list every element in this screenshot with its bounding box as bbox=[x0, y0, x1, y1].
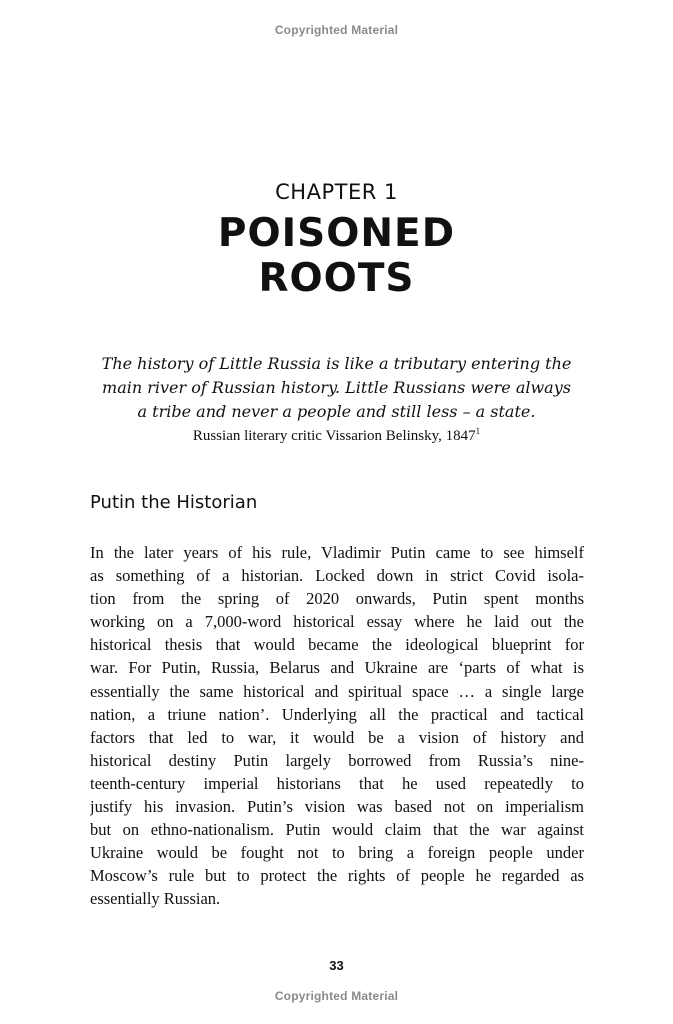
body-line: essentially the same historical and spiritual space … a single large bbox=[90, 681, 584, 701]
epigraph-line: a tribe and never a people and still less – a state. bbox=[137, 402, 536, 421]
body-line: justify his invasion. Putin’s vision was based not on imperialism bbox=[90, 797, 584, 817]
chapter-label: CHAPTER 1 bbox=[275, 180, 398, 204]
body-line: Ukraine would be fought not to bring a foreign people under bbox=[90, 843, 584, 863]
chapter-title-line-1: POISONED bbox=[217, 211, 456, 256]
chapter-title bbox=[0, 211, 673, 301]
body-line: Moscow’s rule but to protect the rights of people he regarded as bbox=[90, 866, 584, 886]
epigraph-line: The history of Little Russia is like a tributary entering the bbox=[101, 354, 572, 373]
body-line: historical thesis that would became the ideological blueprint for bbox=[90, 635, 584, 655]
epigraph-line: main river of Russian history. Little Russians were always bbox=[102, 378, 571, 397]
footnote-marker[interactable]: 1 bbox=[475, 426, 481, 436]
body-line: tion from the spring of 2020 onwards, Putin spent months bbox=[90, 589, 584, 609]
body-line: as something of a historian. Locked down in strict Covid isola- bbox=[90, 566, 584, 586]
body-line: nation, a triune nation’. Underlying all the practical and tactical bbox=[90, 704, 584, 724]
body-line: working on a 7,000-word historical essay where he laid out the bbox=[90, 612, 584, 632]
copyright-watermark-top: Copyrighted Material bbox=[274, 23, 399, 37]
epigraph-attribution bbox=[0, 428, 673, 445]
body-paragraph bbox=[90, 541, 584, 911]
section-heading: Putin the Historian bbox=[90, 492, 258, 513]
page-number: 33 bbox=[329, 958, 344, 973]
body-line: teenth-century imperial historians that he used repeatedly to bbox=[90, 773, 584, 793]
copyright-watermark-bottom: Copyrighted Material bbox=[274, 989, 399, 1003]
attribution-text: Russian literary critic Vissarion Belinsky, 1847 bbox=[192, 428, 476, 444]
body-line: war. For Putin, Russia, Belarus and Ukraine are ‘parts of what is bbox=[90, 658, 584, 678]
body-line: historical destiny Putin largely borrowed from Russia’s nine- bbox=[90, 750, 584, 770]
body-line: but on ethno-nationalism. Putin would claim that the war against bbox=[90, 820, 584, 840]
epigraph-quote bbox=[100, 352, 573, 424]
body-line: essentially Russian. bbox=[90, 889, 221, 909]
body-line: In the later years of his rule, Vladimir Putin came to see himself bbox=[90, 543, 584, 562]
chapter-title-line-2: ROOTS bbox=[258, 256, 415, 301]
body-line: factors that led to war, it would be a vision of history and bbox=[90, 727, 584, 747]
